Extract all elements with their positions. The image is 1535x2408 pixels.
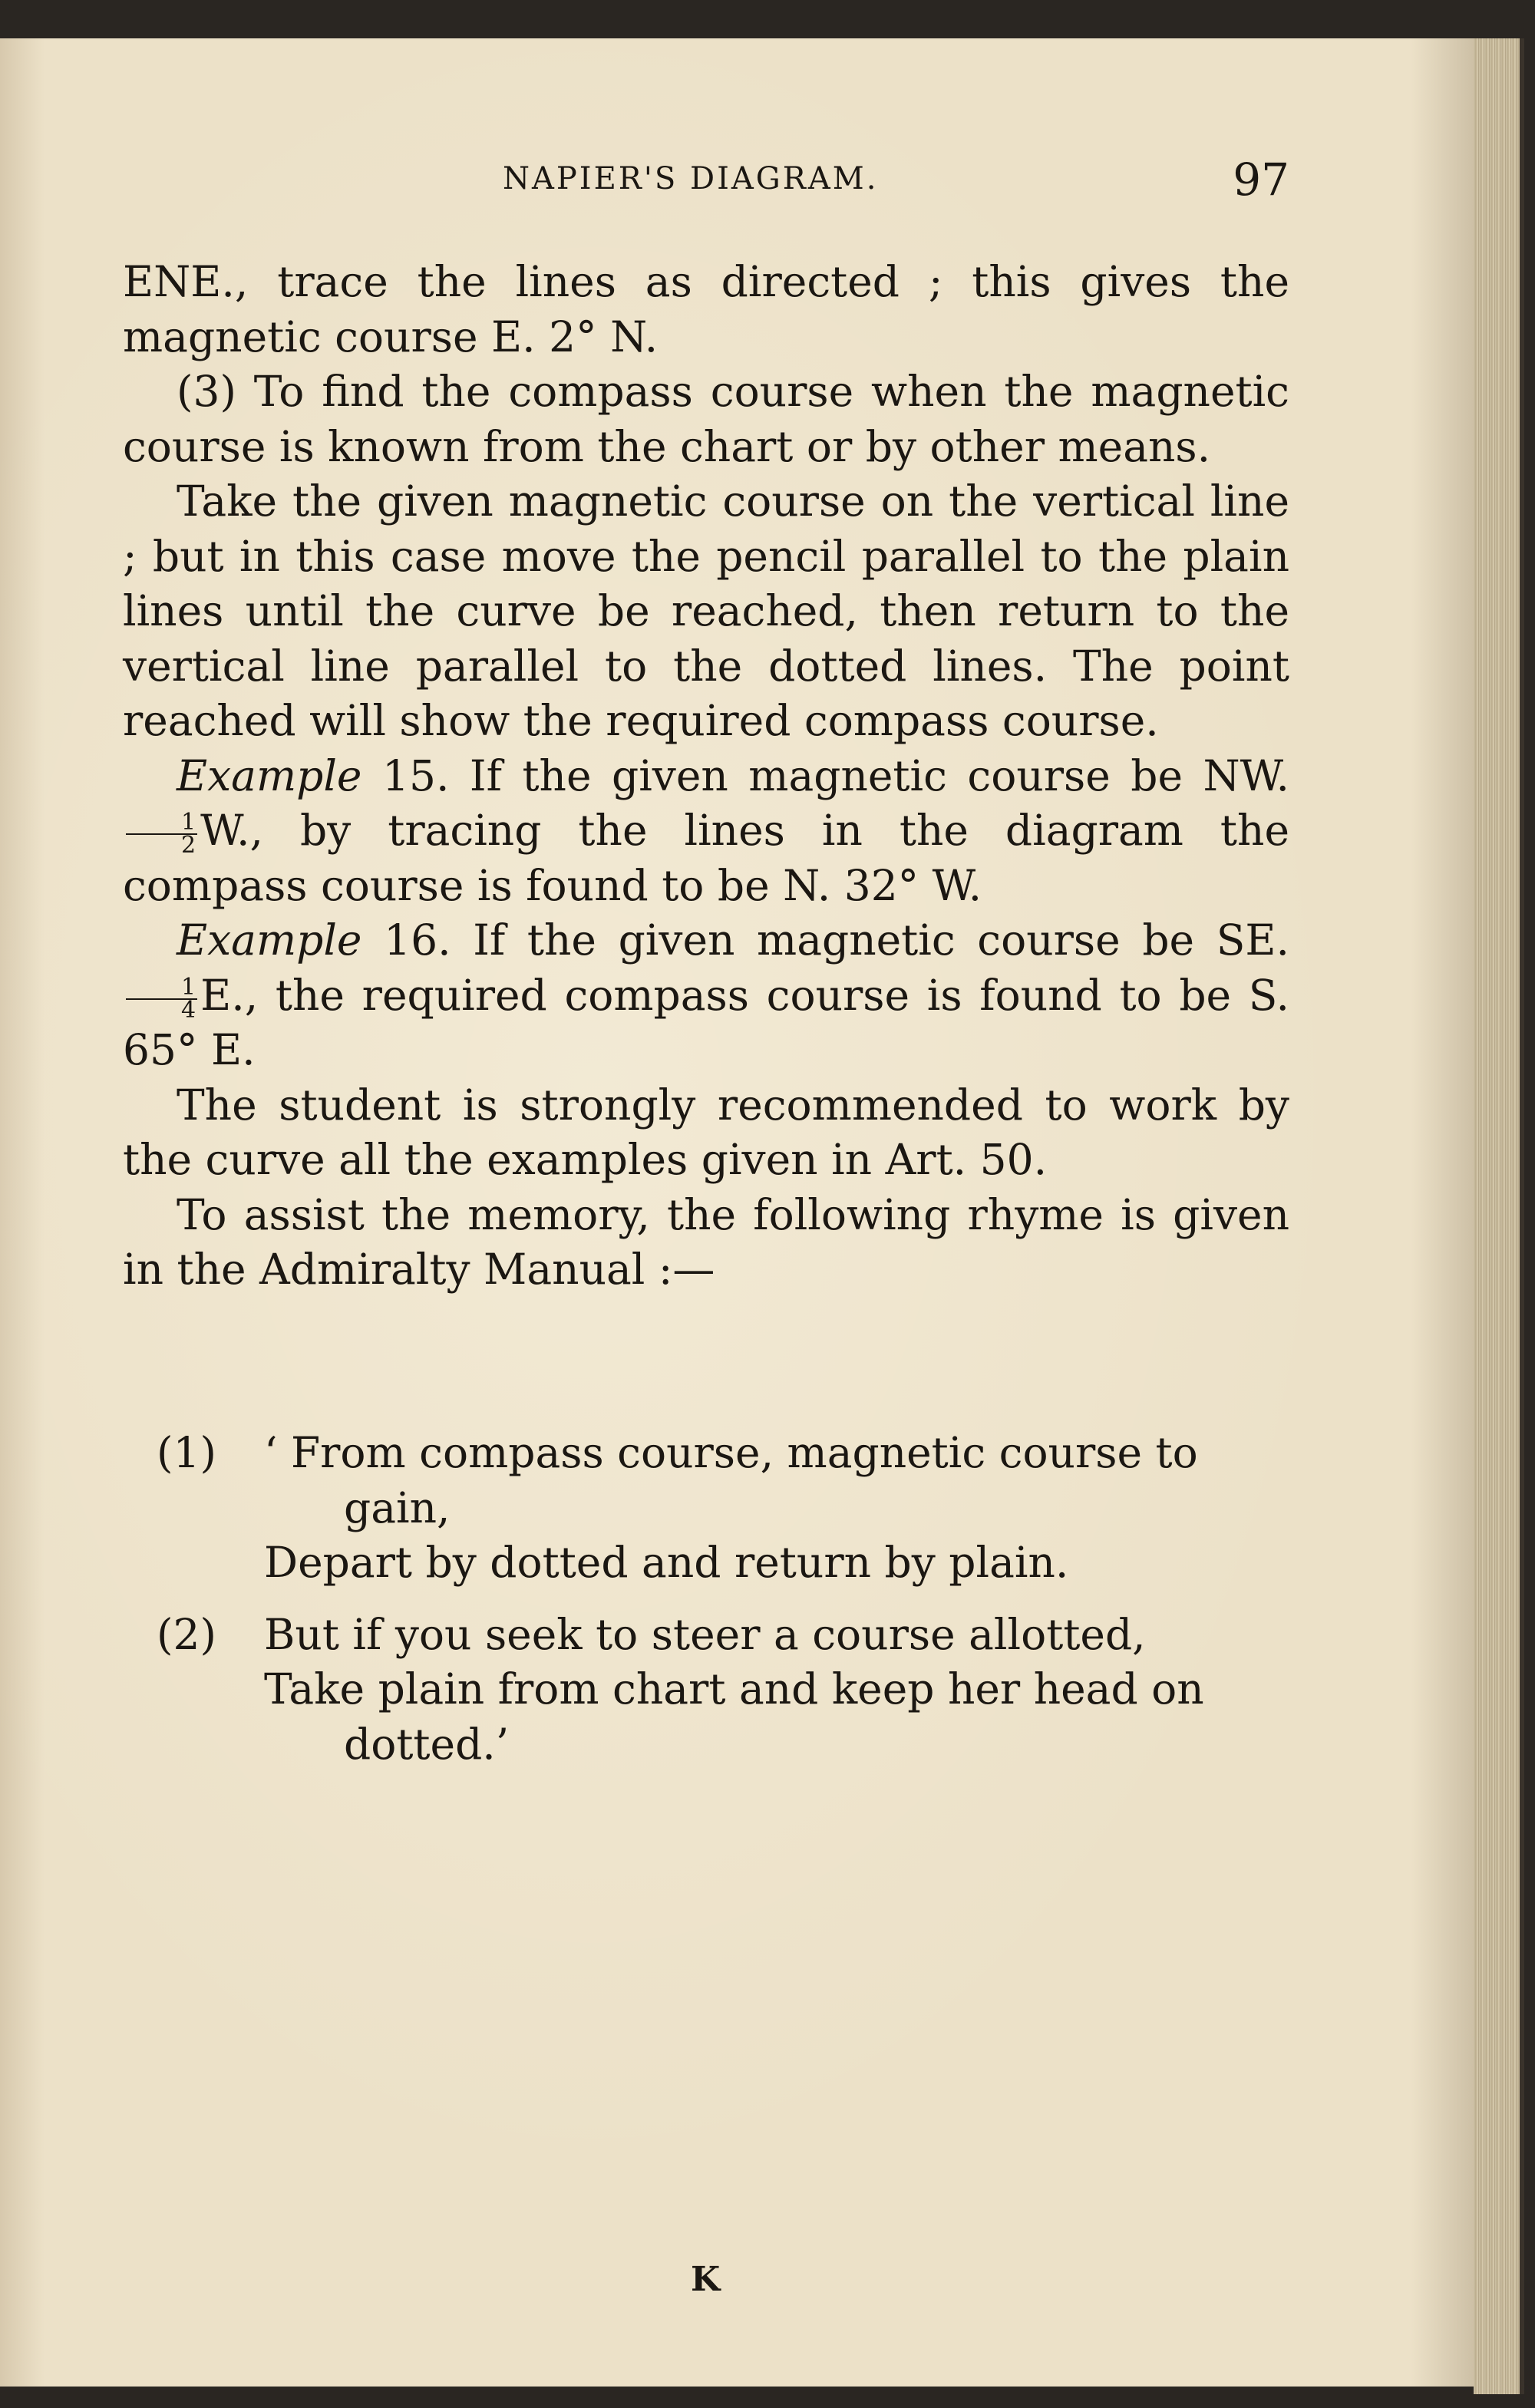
rhyme-stanza-1 <box>123 1426 1289 1591</box>
fraction-denominator: 2 <box>181 832 196 859</box>
stanza-line-continuation: dotted.’ <box>344 1719 510 1769</box>
page-number: 97 <box>1233 153 1289 206</box>
stanza-line: ‘ From compass course, magnetic course to <box>264 1428 1198 1477</box>
stanza-line: Take plain from chart and keep her head on <box>264 1664 1204 1714</box>
rhyme-stanza-2 <box>123 1608 1289 1773</box>
signature-mark: K <box>691 2260 721 2299</box>
example-text-b: W., by tracing the lines in the diagram the compass course is found to be N. 32° W. <box>123 806 1289 910</box>
stanza-line-continuation: gain, <box>344 1483 451 1532</box>
rhyme <box>123 1426 1289 1789</box>
paragraph-method: Take the given magnetic course on the vertical line ; but in this case move the pencil parallel to the plain lines until the curve be reached, then return to the vertical line parallel to the dotted lines. The point reached will show the required compass course. <box>123 477 1289 745</box>
example-number: 15. <box>381 750 450 800</box>
page-edges <box>1474 38 1524 2394</box>
example-text-a: If the given magnetic course be NW. <box>469 750 1290 800</box>
stanza-line: But if you seek to steer a course allotted, <box>264 1609 1146 1659</box>
stanza-line: Depart by dotted and return by plain. <box>264 1538 1069 1587</box>
example-text-b: E., the required compass course is found to be S. 65° E. <box>123 970 1289 1074</box>
example-label: Example <box>177 750 362 800</box>
paragraph-rhyme-intro: To assist the memory, the following rhyme is given in the Admiralty Manual :— <box>123 1189 1289 1294</box>
running-title: NAPIER'S DIAGRAM. <box>503 161 879 196</box>
fraction-half <box>126 809 197 859</box>
paragraph-example-15 <box>123 749 1289 914</box>
example-label: Example <box>177 915 362 965</box>
book-page <box>0 38 1485 2387</box>
paragraph-example-16 <box>123 913 1289 1078</box>
running-head <box>123 153 1289 207</box>
fraction-numerator: 1 <box>126 812 197 835</box>
paragraph-continuation: ENE., trace the lines as directed ; this gives the magnetic course E. 2° N. <box>123 257 1289 361</box>
paragraph-step-3: (3) To find the compass course when the magnetic course is known from the chart or by other means. <box>123 367 1289 471</box>
stanza-number: (2) <box>157 1609 216 1659</box>
fraction-quarter <box>126 973 197 1024</box>
fraction-numerator: 1 <box>126 977 197 1000</box>
example-text-a: If the given magnetic course be SE. <box>473 915 1290 965</box>
stanza-number: (1) <box>157 1428 216 1477</box>
body-text <box>123 255 1289 1298</box>
fraction-denominator: 4 <box>181 996 196 1024</box>
example-number: 16. <box>384 915 451 965</box>
paragraph-recommendation: The student is strongly recommended to work by the curve all the examples given in Art. 50. <box>123 1080 1289 1184</box>
